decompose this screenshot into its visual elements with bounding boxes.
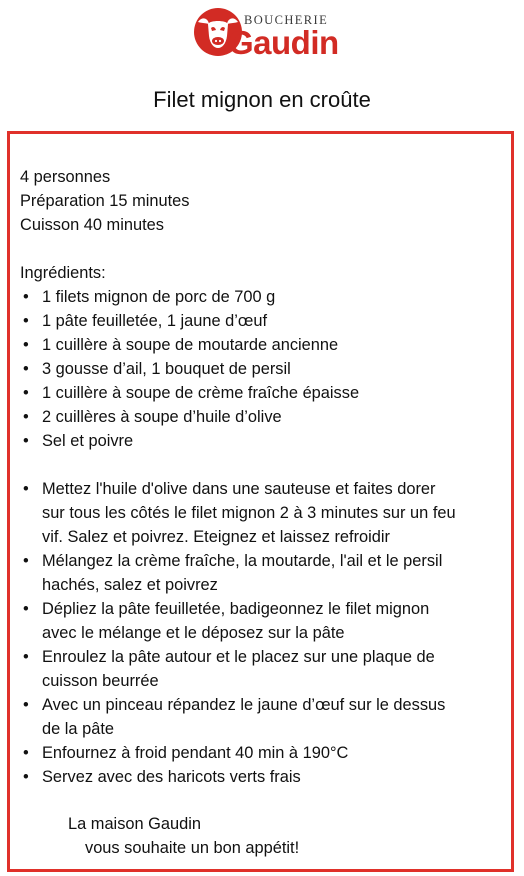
bullet-icon: • xyxy=(23,744,29,762)
bullet-icon: • xyxy=(23,432,29,450)
closing-line-1: La maison Gaudin xyxy=(68,815,202,833)
spacer xyxy=(20,453,506,477)
bullet-icon: • xyxy=(23,288,29,306)
bullet-icon: • xyxy=(23,768,29,786)
page-title: Filet mignon en croûte xyxy=(153,87,371,112)
bullet-icon: • xyxy=(23,336,29,354)
recipe-frame xyxy=(7,131,514,872)
bullet-icon: • xyxy=(23,408,29,426)
bullet-icon: • xyxy=(23,384,29,402)
ingredients-list xyxy=(20,285,506,453)
bullet-icon: • xyxy=(23,552,29,570)
steps-list xyxy=(20,477,506,789)
ingredient-item: • 1 cuillère à soupe de crème fraîche épaisse xyxy=(20,381,506,405)
brand-logo xyxy=(192,6,339,64)
step-item: • Enroulez la pâte autour et le placez sur une plaque de cuisson beurrée xyxy=(20,645,506,693)
ingredient-item: • 1 pâte feuilletée, 1 jaune d’œuf xyxy=(20,309,506,333)
step-item: • Mélangez la crème fraîche, la moutarde, l'ail et le persil hachés, salez et poivrez xyxy=(20,549,506,597)
step-item: • Avec un pinceau répandez le jaune d’œuf sur le dessus de la pâte xyxy=(20,693,506,741)
step-item: • Enfournez à froid pendant 40 min à 190°C xyxy=(20,741,506,765)
brand-name: Gaudin xyxy=(228,24,339,61)
closing-message xyxy=(10,812,496,860)
recipe-content xyxy=(20,165,506,789)
brand-top-text: BOUCHERIE xyxy=(244,13,329,27)
bullet-icon: • xyxy=(23,312,29,330)
bullet-icon: • xyxy=(23,600,29,618)
bullet-icon: • xyxy=(23,648,29,666)
spacer xyxy=(20,237,506,261)
bullet-icon: • xyxy=(23,480,29,498)
ingredient-item: • 1 filets mignon de porc de 700 g xyxy=(20,285,506,309)
step-item: • Mettez l'huile d'olive dans une sauteuse et faites dorer sur tous les côtés le filet mignon 2 à 3 minutes sur un feu vif. Salez et poivrez. Eteignez et laissez refroidir xyxy=(20,477,506,549)
step-item: • Servez avec des haricots verts frais xyxy=(20,765,506,789)
ingredient-item: • 1 cuillère à soupe de moutarde ancienne xyxy=(20,333,506,357)
ingredient-item: • 2 cuillères à soupe d’huile d’olive xyxy=(20,405,506,429)
bullet-icon: • xyxy=(23,696,29,714)
ingredient-item: • Sel et poivre xyxy=(20,429,506,453)
step-item: • Dépliez la pâte feuilletée, badigeonnez le filet mignon avec le mélange et le déposez sur la pâte xyxy=(20,597,506,645)
closing-line-2: vous souhaite un bon appétit! xyxy=(85,839,300,857)
ingredients-heading: Ingrédients: xyxy=(20,264,106,282)
prep-time-text: Préparation 15 minutes xyxy=(20,192,190,210)
ingredient-item: • 3 gousse d’ail, 1 bouquet de persil xyxy=(20,357,506,381)
cook-time-text: Cuisson 40 minutes xyxy=(20,216,164,234)
bullet-icon: • xyxy=(23,360,29,378)
servings-text: 4 personnes xyxy=(20,168,111,186)
